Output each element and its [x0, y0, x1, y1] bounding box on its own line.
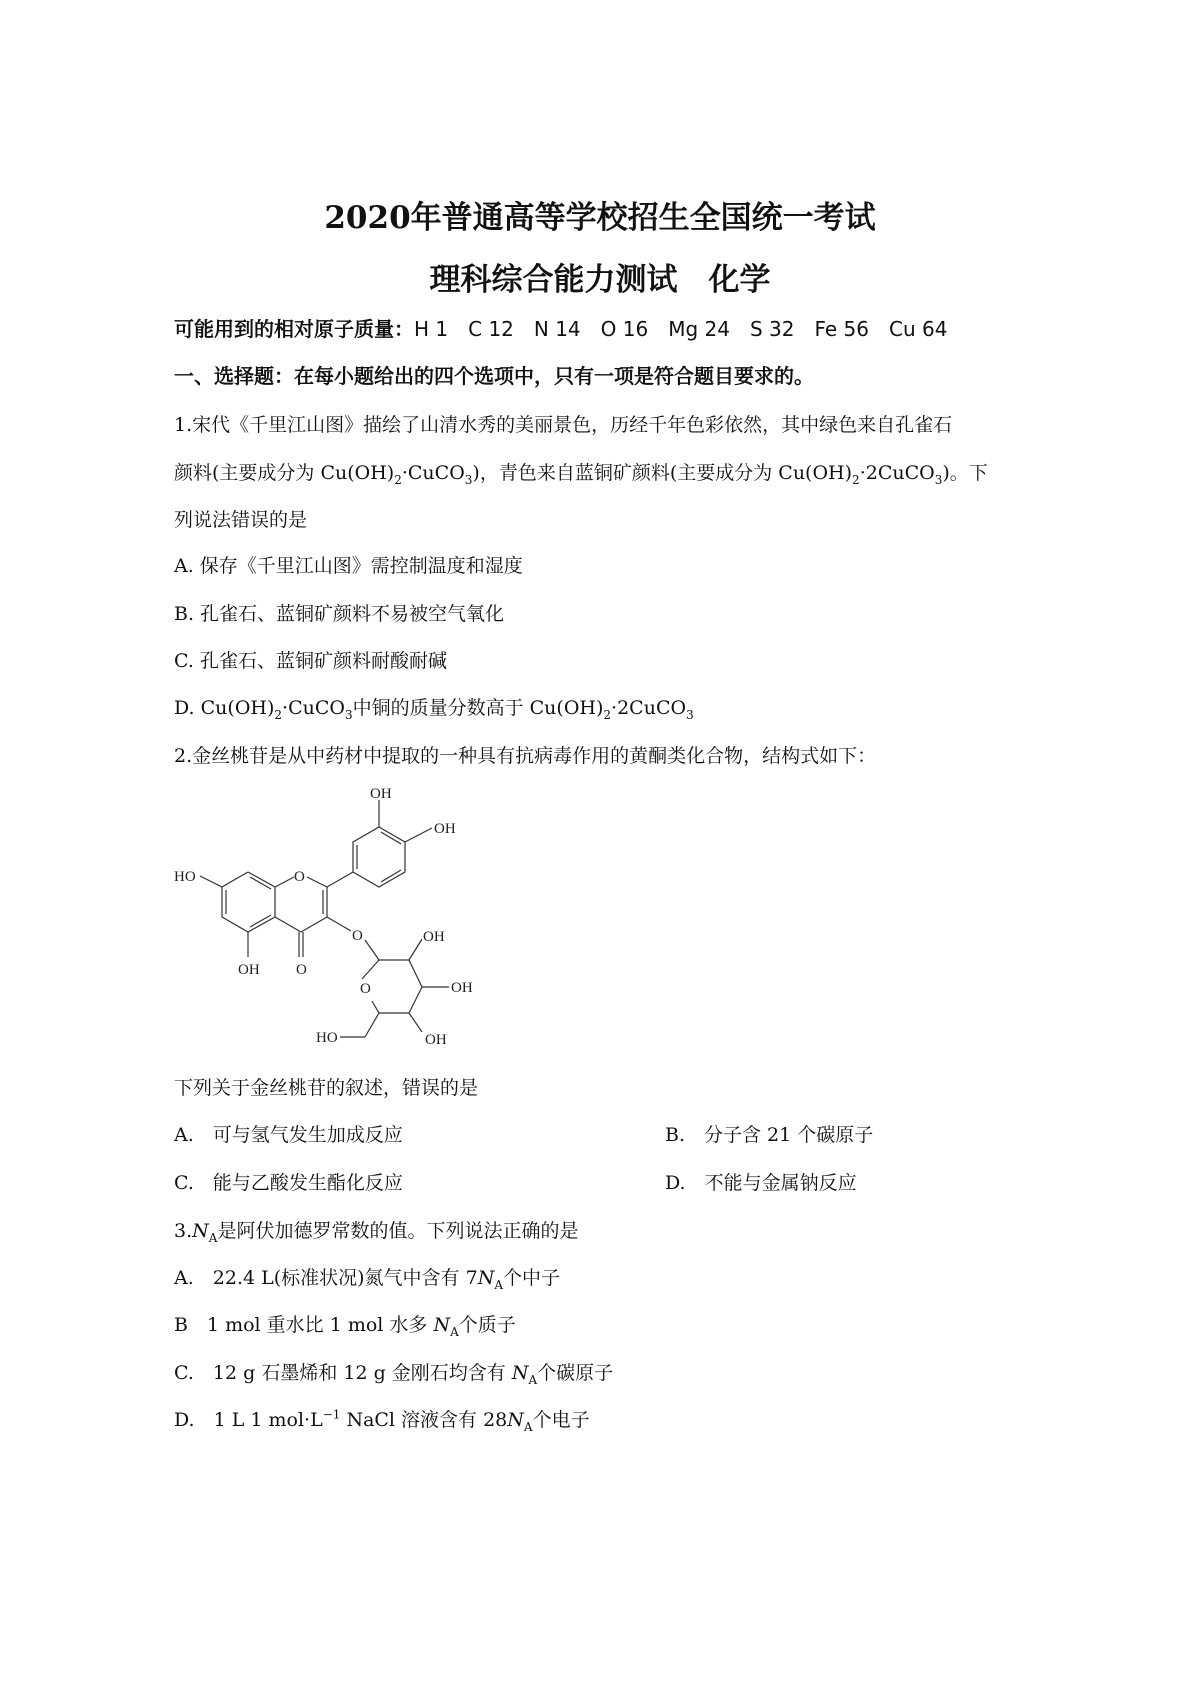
q1-option-a: A. 保存《千里江山图》需控制温度和湿度 — [174, 555, 523, 577]
label-ho-7: HO — [174, 869, 196, 885]
q3-option-b: B 1 mol 重水比 1 mol 水多 $N_A$个质子 — [174, 1314, 516, 1339]
label-oh-5: OH — [238, 962, 260, 978]
q2-option-b: B. 分子含 21 个碳原子 — [665, 1124, 874, 1146]
q1-option-c: C. 孔雀石、蓝铜矿颜料耐酸耐碱 — [174, 650, 447, 672]
q1-stem-line1: 1.宋代《千里江山图》描绘了山清水秀的美丽景色，历经千年色彩依然，其中绿色来自孔雀石 — [174, 414, 953, 436]
label-o-carbonyl: O — [296, 962, 307, 978]
atomic-masses-values: H 1 C 12 N 14 O 16 Mg 24 S 32 Fe 56 Cu 64 — [414, 317, 948, 341]
label-o-ring: O — [294, 869, 305, 885]
q3-option-c: C. 12 g 石墨烯和 12 g 金刚石均含有 $N_A$个碳原子 — [174, 1362, 614, 1387]
label-o-sugar-ring: O — [360, 981, 371, 997]
section-heading: 一、选择题：在每小题给出的四个选项中，只有一项是符合题目要求的。 — [174, 364, 814, 388]
q2-stem: 2.金丝桃苷是从中药材中提取的一种具有抗病毒作用的黄酮类化合物，结构式如下： — [174, 745, 877, 767]
label-oh-sugar-4: OH — [425, 1032, 447, 1048]
q1-stem-line2: 颜料(主要成分为 $Cu(OH)_2\cdot CuCO_3$)，青色来自蓝铜矿颜料(主要成分为 $Cu(OH)_2\cdot 2CuCO_3$)。下 — [174, 462, 988, 487]
q2-option-a: A. 可与氢气发生加成反应 — [174, 1124, 403, 1146]
q1-option-d: D. $Cu(OH)_2\cdot CuCO_3$中铜的质量分数高于 $Cu(OH)_2\cdot 2CuCO_3$ — [174, 697, 694, 722]
hyperoside-structure — [150, 780, 510, 1060]
q2-question: 下列关于金丝桃苷的叙述，错误的是 — [174, 1077, 479, 1099]
q3-option-a: A. 22.4 L(标准状况)氮气中含有 $7N_A$个中子 — [174, 1267, 560, 1292]
q3-option-d: D. 1 L 1 $mol\cdot L^{-1}$ NaCl 溶液含有 $28N_A$个电子 — [174, 1407, 590, 1434]
atomic-masses — [174, 317, 947, 341]
atomic-masses-label: 可能用到的相对原子质量： — [174, 317, 414, 341]
exam-subtitle: 理科综合能力测试 化学 — [429, 262, 771, 298]
label-oh-sugar-3: OH — [451, 980, 473, 996]
label-oh-3prime: OH — [370, 786, 392, 802]
q2-option-c: C. 能与乙酸发生酯化反应 — [174, 1172, 403, 1194]
label-oh-sugar-2: OH — [423, 929, 445, 945]
label-o-glycoside: O — [352, 928, 363, 944]
q1-stem-line3: 列说法错误的是 — [174, 509, 308, 531]
label-oh-4prime: OH — [434, 821, 456, 837]
label-ho-ch2: HO — [316, 1030, 338, 1046]
q3-stem: $3.N_A$是阿伏加德罗常数的值。下列说法正确的是 — [174, 1220, 579, 1245]
exam-title: 2020年普通高等学校招生全国统一考试 — [324, 200, 876, 236]
q1-option-b: B. 孔雀石、蓝铜矿颜料不易被空气氧化 — [174, 603, 505, 625]
q2-option-d: D. 不能与金属钠反应 — [665, 1172, 857, 1194]
